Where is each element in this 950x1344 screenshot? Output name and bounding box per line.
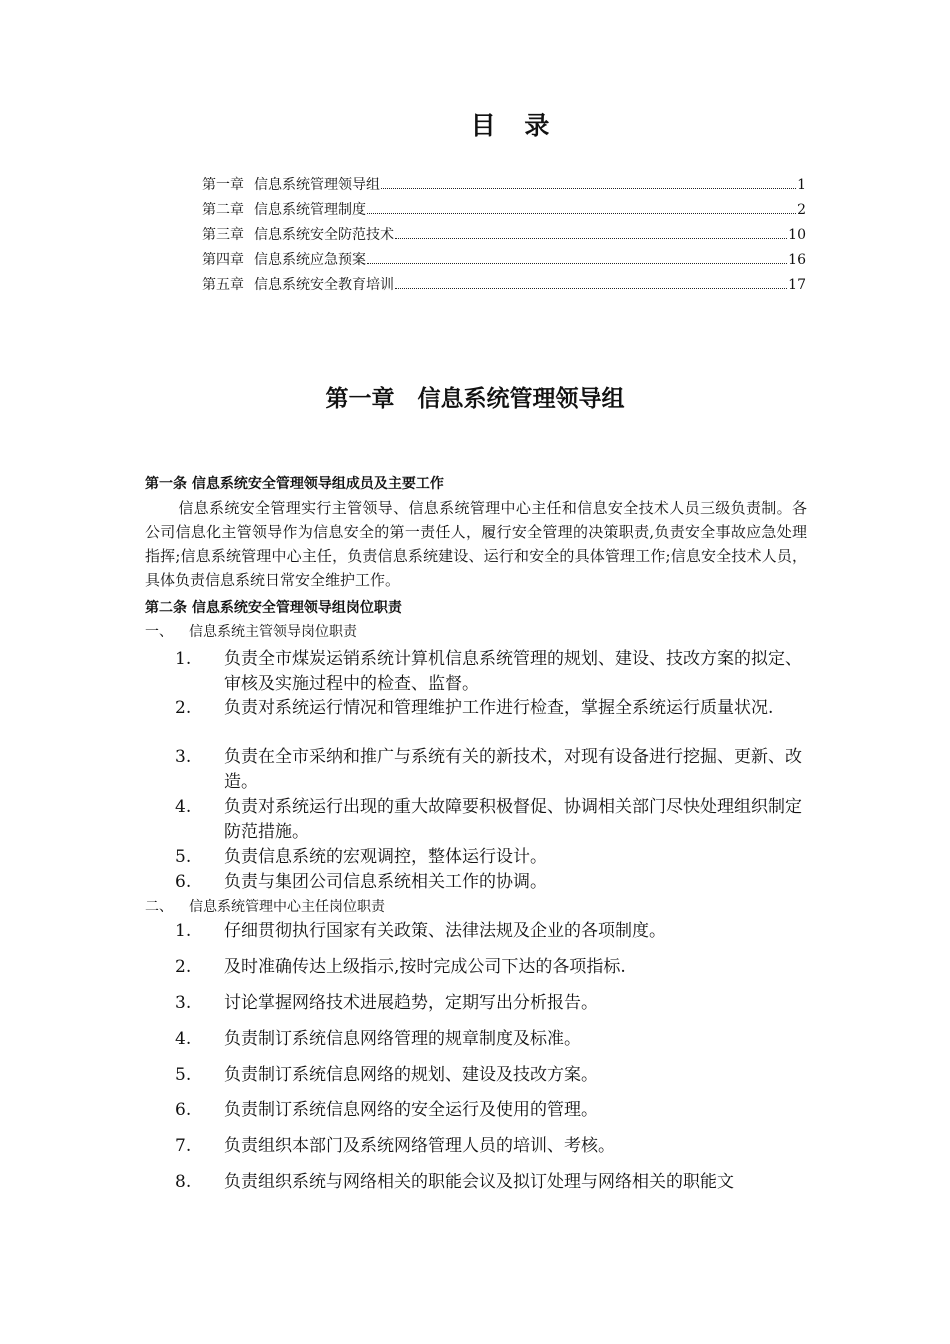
toc-entry[interactable]: [202, 250, 806, 270]
toc-entry[interactable]: [202, 175, 806, 195]
toc-entry[interactable]: [202, 200, 806, 220]
toc-entry-number: 第三章: [202, 227, 244, 243]
list-item-number: 2.: [175, 698, 192, 718]
list-item-text: 负责制订系统信息网络管理的规章制度及标准。: [224, 1029, 581, 1049]
list-item-number: 3.: [175, 993, 192, 1013]
toc-leader: [395, 288, 787, 289]
section-number: 一、: [145, 624, 173, 640]
list-item-number: 2.: [175, 957, 192, 977]
list-item-text: 负责全市煤炭运销系统计算机信息系统管理的规划、建设、技改方案的拟定、审核及实施过程中的检查、监督。: [224, 649, 802, 694]
toc-leader: [395, 238, 787, 239]
toc-entry-title: 信息系统应急预案: [254, 252, 366, 268]
section-heading: [145, 897, 385, 917]
toc-entry-page: 16: [788, 252, 806, 268]
toc-entry-title: 信息系统管理制度: [254, 202, 366, 218]
list-item-text: 负责在全市采纳和推广与系统有关的新技术，对现有设备进行挖掘、更新、改造。: [224, 747, 802, 792]
list-item-text: 负责与集团公司信息系统相关工作的协调。: [224, 872, 547, 892]
section-number: 二、: [145, 899, 173, 915]
chapter-title: 第一章 信息系统管理领导组: [325, 385, 625, 412]
list-item-number: 1.: [175, 921, 192, 941]
list-item-text: 负责信息系统的宏观调控，整体运行设计。: [224, 847, 547, 867]
toc-entry[interactable]: [202, 275, 806, 295]
toc-entry-page: 10: [788, 227, 806, 243]
list-item-text: 负责组织本部门及系统网络管理人员的培训、考核。: [224, 1136, 615, 1156]
toc-entry-title: 信息系统安全防范技术: [254, 227, 394, 243]
toc-entry-number: 第五章: [202, 277, 244, 293]
article-title: 第二条 信息系统安全管理领导组岗位职责: [145, 600, 402, 616]
list-item-number: 6.: [175, 872, 192, 892]
list-item-text: 仔细贯彻执行国家有关政策、法律法规及企业的各项制度。: [224, 921, 666, 941]
toc-entry-title: 信息系统管理领导组: [254, 177, 380, 193]
list-item-number: 1.: [175, 649, 192, 669]
article-paragraph-text: 信息系统安全管理实行主管领导、信息系统管理中心主任和信息安全技术人员三级负责制。各公司信息化主管领导作为信息安全的第一责任人，履行安全管理的决策职责,负责安全事故应急处理指挥;信息系统管理中心主任，负责信息系统建设、运行和安全的具体管理工作;信息安全技术人员，具体负责信息系统日常安全维护工作。: [145, 499, 807, 589]
toc-leader: [381, 188, 796, 189]
list-item-number: 4.: [175, 797, 192, 817]
list-item-text: 及时准确传达上级指示,按时完成公司下达的各项指标.: [224, 957, 626, 977]
toc-entry-number: 第二章: [202, 202, 244, 218]
article-title: 第一条 信息系统安全管理领导组成员及主要工作: [145, 476, 444, 492]
toc-entry-page: 2: [797, 202, 806, 218]
toc-entry-page: 17: [788, 277, 806, 293]
list-item-number: 6.: [175, 1100, 192, 1120]
list-item-number: 7.: [175, 1136, 192, 1156]
list-item-number: 3.: [175, 747, 192, 767]
list-item-text: 负责对系统运行情况和管理维护工作进行检查，掌握全系统运行质量状况.: [224, 698, 774, 718]
toc-leader: [367, 263, 787, 264]
toc-entry-title: 信息系统安全教育培训: [254, 277, 394, 293]
list-item-text: 讨论掌握网络技术进展趋势，定期写出分析报告。: [224, 993, 598, 1013]
article-paragraph: [145, 496, 807, 592]
section-heading: [145, 622, 357, 642]
toc-leader: [367, 213, 796, 214]
list-item-number: 4.: [175, 1029, 192, 1049]
toc-entry-number: 第一章: [202, 177, 244, 193]
list-item-number: 8.: [175, 1172, 192, 1192]
list-item-text: 负责对系统运行出现的重大故障要积极督促、协调相关部门尽快处理组织制定防范措施。: [224, 797, 802, 842]
list-item-number: 5.: [175, 847, 192, 867]
list-item-text: 负责制订系统信息网络的安全运行及使用的管理。: [224, 1100, 598, 1120]
section-title: 信息系统管理中心主任岗位职责: [189, 899, 385, 915]
toc-entry-number: 第四章: [202, 252, 244, 268]
list-item-text: 负责组织系统与网络相关的职能会议及拟订处理与网络相关的职能文: [224, 1172, 734, 1192]
toc-entry-page: 1: [797, 177, 806, 193]
toc-title: 目 录: [470, 111, 560, 140]
toc-entry[interactable]: [202, 225, 806, 245]
list-item-number: 5.: [175, 1065, 192, 1085]
list-item-text: 负责制订系统信息网络的规划、建设及技改方案。: [224, 1065, 598, 1085]
section-title: 信息系统主管领导岗位职责: [189, 624, 357, 640]
